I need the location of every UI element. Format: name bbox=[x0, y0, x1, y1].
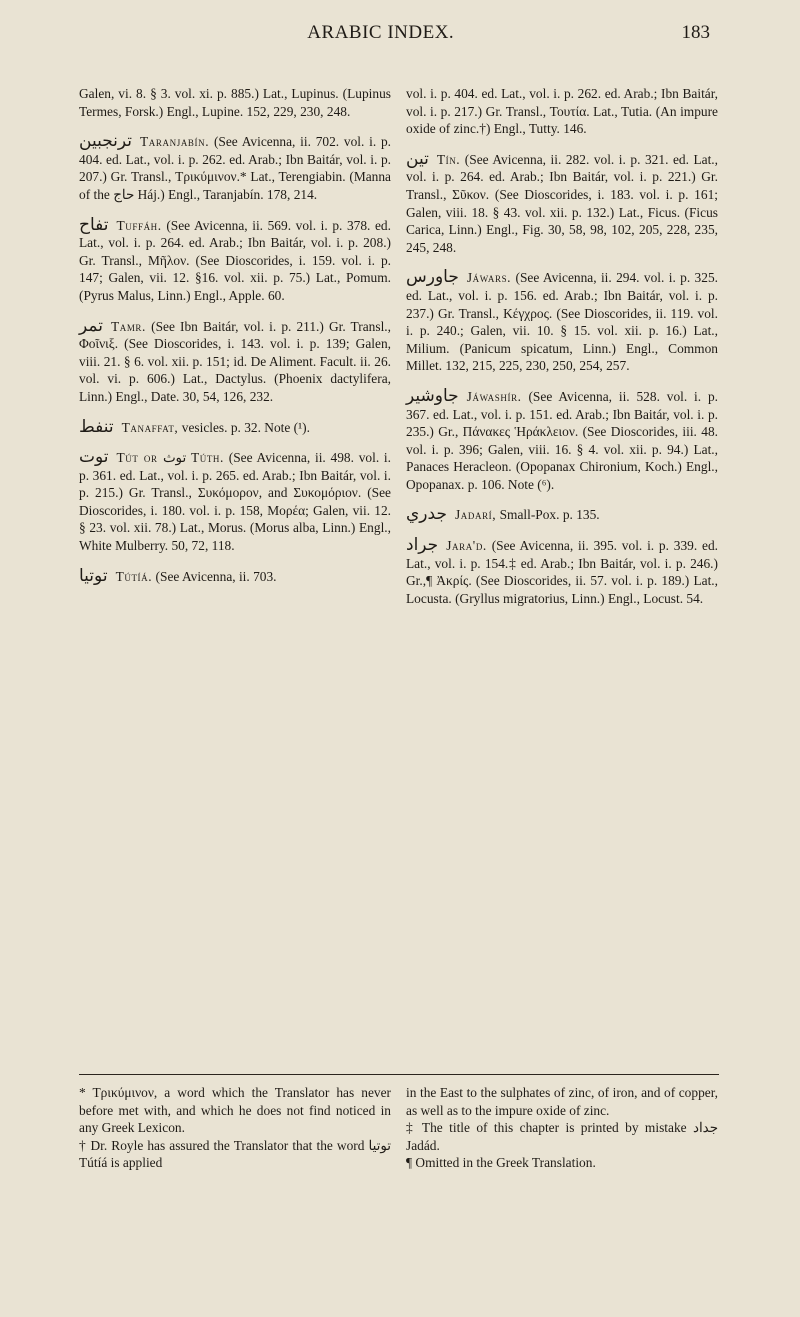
running-header bbox=[80, 22, 710, 44]
arabic-headword: جدري bbox=[406, 504, 447, 525]
page-number: 183 bbox=[681, 22, 710, 43]
running-title: ARABIC INDEX. bbox=[307, 22, 455, 43]
entry-text: (See Avicenna, ii. 294. vol. i. p. 325. ed. Lat., vol. i. p. 156. ed. Arab.; Ibn Baitár, vol. i. p. 237.) Gr. Transl., Κέγχρος. (See Dioscorides, ii. 119. vol. i. p. 240.; Galen, vii. 10. § 15. vol. xii. p. 16.) Lat., Milium. (Panicum spicatum, Linn.) Engl., Common Millet. 132, 215, 225, 230, 250, 254, 257. bbox=[406, 270, 718, 374]
arabic-headword: تفاح bbox=[79, 214, 109, 235]
footnote-divider bbox=[79, 1074, 719, 1075]
index-entry bbox=[79, 565, 391, 586]
index-entry bbox=[79, 133, 391, 203]
transliterated-headword: Jáwars. bbox=[466, 270, 512, 286]
arabic-headword: توتيا bbox=[79, 565, 108, 586]
index-entry bbox=[79, 85, 391, 120]
entry-text: Small-Pox. p. 135. bbox=[499, 507, 600, 523]
index-entry bbox=[79, 214, 391, 305]
transliterated-headword: Taranjabín. bbox=[140, 134, 210, 150]
entry-text: (See Ibn Baitár, vol. i. p. 211.) Gr. Transl., Φοῖνιξ. (See Dioscorides, i. 143. vol. i. p. 139; Galen, viii. 21. § 6. vol. xii. p. 151; id. De Aliment. Facult. ii. 26. vol. vi. p. 606.) Lat., Dactylus. (Phoenix dactylifera, Linn.) Engl., Date. 30, 54, 126, 232. bbox=[79, 318, 391, 404]
index-entry bbox=[406, 269, 718, 375]
arabic-headword: تنفط bbox=[79, 416, 114, 437]
right-column bbox=[406, 85, 718, 620]
footnote: ¶ Omitted in the Greek Translation. bbox=[406, 1155, 596, 1171]
index-entry bbox=[406, 85, 718, 138]
footnote: in the East to the sulphates of zinc, of iron, and of copper, as well as to the impure oxide of zinc. bbox=[406, 1085, 718, 1118]
entry-text: Galen, vi. 8. § 3. vol. xi. p. 885.) Lat., Lupinus. (Lupinus Termes, Forsk.) Engl., Lupine. 152, 229, 230, 248. bbox=[79, 86, 391, 119]
arabic-headword: جاورس bbox=[406, 267, 459, 288]
footnotes-left bbox=[79, 1084, 391, 1172]
left-column bbox=[79, 85, 391, 598]
footnote: † Dr. Royle has assured the Translator that the word توتيا Tútíá is applied bbox=[79, 1137, 391, 1171]
entry-text: vol. i. p. 404. ed. Lat., vol. i. p. 262. ed. Arab.; Ibn Baitár, vol. i. p. 217.) Gr. Transl., Τουτία. Lat., Tutia. (An impure oxide of zinc.†) Engl., Tutty. 146. bbox=[406, 86, 718, 137]
entry-text: vesicles. p. 32. Note (¹). bbox=[181, 419, 310, 435]
arabic-headword: تمر bbox=[79, 315, 103, 336]
transliterated-headword: Jara'd. bbox=[446, 538, 487, 554]
arabic-headword: تين bbox=[406, 148, 429, 169]
arabic-headword: جاوشير bbox=[406, 385, 459, 406]
index-entry bbox=[79, 416, 391, 437]
entry-text: (See Avicenna, ii. 569. vol. i. p. 378. ed. Lat., vol. i. p. 264. ed. Arab.; Ibn Baitár, vol. i. p. 208.) Gr. Transl., Μῆλον. (See Dioscorides, i. 159. vol. i. p. 147; Galen, vii. 12. §16. vol. xii. p. 75.) Lat., Pomum. (Pyrus Malus, Linn.) Engl., Apple. 60. bbox=[79, 217, 391, 303]
entry-text: (See Avicenna, ii. 498. vol. i. p. 361. ed. Lat., vol. i. p. 265. ed. Arab.; Ibn Baitár, vol. i. p. 215.) Gr. Transl., Συκόμορον, and Συκομόριον. (See Dioscorides, i. 180. vol. i. p. 158, Μορέα; Galen, vii. 12. § 23. vol. xii. 78.) Lat., Morus. (Morus alba, Linn.) Engl., White Mulberry. 50, 72, 118. bbox=[79, 450, 391, 554]
transliterated-headword: Tuffáh. bbox=[116, 217, 162, 233]
arabic-headword: ترنجبين bbox=[79, 131, 133, 152]
entry-text: (See Avicenna, ii. 395. vol. i. p. 339. ed. Lat., vol. i. p. 154.‡ ed. Arab.; Ibn Baitár, vol. i. p. 246.) Gr.,¶ Ἀκρίς. (See Dioscorides, ii. 57. vol. i. p. 189.) Lat., Locusta. (Gryllus migratorius, Linn.) Engl., Locust. 54. bbox=[406, 538, 718, 606]
entry-text: (See Avicenna, ii. 282. vol. i. p. 321. ed. Lat., vol. i. p. 264. ed. Arab.; Ibn Baitár, vol. i. p. 221.) Gr. Transl., Σῦκον. (See Dioscorides, i. 183. vol. i. p. 161; Galen, viii. 18. § 43. vol. xii. p. 132.) Lat., Ficus. (Ficus Carica, Linn.) Engl., Fig. 30, 58, 98, 102, 205, 228, 235, 245, 248. bbox=[406, 151, 718, 255]
entry-text: (See Avicenna, ii. 528. vol. i. p. 367. ed. Lat., vol. i. p. 151. ed. Arab.; Ibn Baitár, vol. i. p. 235.) Gr., Πάνακες Ἡράκλειον. (See Dioscorides, iii. 48. vol. i. p. 396; Galen, viii. 16. § 4. vol. xii. p. 94.) Lat., Panaces Heracleon. (Opopanax Chironium, Koch.) Engl., Opopanax. p. 106. Note (⁶). bbox=[406, 388, 718, 492]
transliterated-headword: Tút or توث Túth. bbox=[116, 450, 224, 466]
transliterated-headword: Tútíá. bbox=[115, 568, 153, 584]
transliterated-headword: Tanaffat, bbox=[121, 419, 179, 435]
index-entry bbox=[406, 537, 718, 607]
index-entry bbox=[406, 148, 718, 257]
transliterated-headword: Tín. bbox=[436, 151, 461, 167]
transliterated-headword: Jadarí, bbox=[454, 507, 497, 523]
index-entry bbox=[79, 315, 391, 406]
transliterated-headword: Tamr. bbox=[110, 318, 146, 334]
footnote: ‡ The title of this chapter is printed by mistake جداد Jadád. bbox=[406, 1120, 718, 1153]
index-entry bbox=[79, 449, 391, 555]
entry-text: (See Avicenna, ii. 702. vol. i. p. 404. ed. Lat., vol. i. p. 262. ed. Arab.; Ibn Baitár, vol. i. p. 207.) Gr. Transl., Τρικύμινον.* Lat., Terengiabin. (Manna of the حاج Háj.) Engl., Taranjabín. 178, 214. bbox=[79, 134, 391, 202]
transliterated-headword: Jáwashír. bbox=[466, 388, 522, 404]
index-entry bbox=[406, 385, 718, 494]
index-entry bbox=[406, 506, 718, 524]
footnotes-right bbox=[406, 1084, 718, 1172]
arabic-headword: جراد bbox=[406, 535, 439, 556]
arabic-headword: توت bbox=[79, 447, 109, 468]
footnote: * Τρικύμινον, a word which the Translator has never before met with, and which he does not find noticed in any Greek Lexicon. bbox=[79, 1085, 391, 1136]
entry-text: (See Avicenna, ii. 703. bbox=[155, 568, 277, 584]
